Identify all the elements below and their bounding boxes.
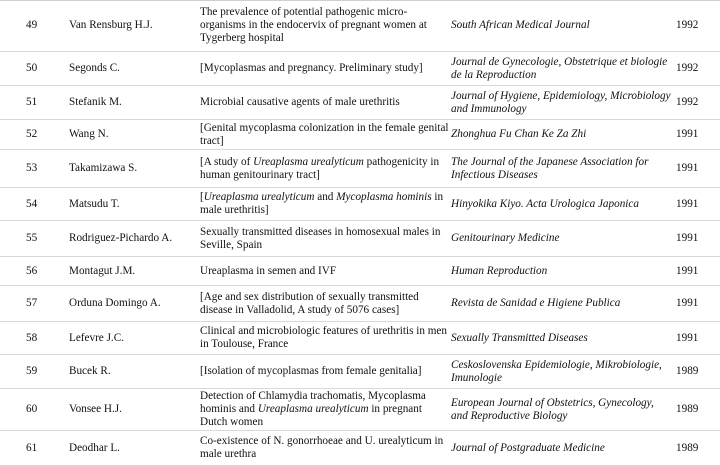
ref-title-part: [Age and sex distribution of sexually transmitted disease in Valladolid, A study of 5076 cases] xyxy=(200,290,419,316)
ref-author-text: Van Rensburg H.J. xyxy=(69,19,153,31)
ref-journal-text: Journal of Hygiene, Epidemiology, Microbiology and Immunology xyxy=(451,89,671,115)
ref-title-text xyxy=(200,226,450,252)
ref-title-text xyxy=(200,156,450,182)
ref-author-text: Wang N. xyxy=(69,128,109,140)
ref-author xyxy=(69,52,199,85)
ref-author xyxy=(69,188,199,220)
ref-number xyxy=(26,389,56,430)
ref-author xyxy=(69,0,199,51)
ref-title xyxy=(200,52,450,85)
ref-title xyxy=(200,0,450,51)
table-row xyxy=(0,389,720,431)
ref-author xyxy=(69,389,199,430)
ref-number xyxy=(26,257,56,285)
ref-journal xyxy=(451,188,673,220)
table-row xyxy=(0,322,720,355)
table-row xyxy=(0,286,720,322)
ref-title-part: Clinical and microbiologic features of urethritis in men in Toulouse, France xyxy=(200,325,447,350)
ref-number-text: 60 xyxy=(26,403,38,415)
ref-year-text: 1992 xyxy=(676,62,699,74)
ref-title-text xyxy=(200,96,400,109)
ref-year-text: 1989 xyxy=(676,403,699,415)
ref-author-text: Matsudu T. xyxy=(69,197,120,210)
ref-number xyxy=(26,431,56,465)
ref-number xyxy=(26,188,56,220)
ref-journal xyxy=(451,0,673,51)
ref-title xyxy=(200,389,450,430)
ref-title-part: The prevalence of potential pathogenic micro-organisms in the endocervix of pregnant women at Tygerberg hospital xyxy=(200,6,427,44)
ref-journal-text: Ceskoslovenska Epidemiologie, Mikrobiologie, Imunologie xyxy=(451,358,662,384)
ref-year xyxy=(676,257,716,285)
ref-author xyxy=(69,120,199,149)
table-row xyxy=(0,150,720,188)
ref-title-part: [Genital mycoplasma colonization in the female genital tract] xyxy=(200,121,449,147)
ref-title-part: [Mycoplasmas and pregnancy. Preliminary study] xyxy=(200,62,423,74)
ref-title-part: [Isolation of mycoplasmas from female genitalia] xyxy=(200,365,422,377)
ref-year-text: 1991 xyxy=(676,297,699,309)
ref-title xyxy=(200,257,450,285)
ref-year-text: 1991 xyxy=(676,128,699,140)
ref-journal xyxy=(451,322,673,354)
table-row xyxy=(0,257,720,286)
ref-journal-text: Sexually Transmitted Diseases xyxy=(451,331,588,344)
ref-year-text: 1992 xyxy=(676,96,699,108)
ref-title-part: Sexually transmitted diseases in homosexual males in Seville, Spain xyxy=(200,225,441,251)
ref-year xyxy=(676,150,716,187)
ref-author xyxy=(69,221,199,256)
ref-journal xyxy=(451,86,673,119)
ref-journal-text: The Journal of the Japanese Association for Infectious Diseases xyxy=(451,155,649,181)
ref-year xyxy=(676,188,716,220)
ref-author xyxy=(69,150,199,187)
ref-title xyxy=(200,86,450,119)
ref-title-text xyxy=(200,265,336,278)
ref-author xyxy=(69,322,199,354)
ref-title xyxy=(200,120,450,149)
ref-number-text: 54 xyxy=(26,197,38,210)
ref-year xyxy=(676,120,716,149)
ref-year-text: 1992 xyxy=(676,19,699,31)
ref-author-text: Takamizawa S. xyxy=(69,162,138,174)
ref-author-text: Orduna Domingo A. xyxy=(69,297,161,309)
ref-year xyxy=(676,86,716,119)
ref-author xyxy=(69,257,199,285)
table-row xyxy=(0,0,720,52)
ref-number xyxy=(26,286,56,321)
ref-number xyxy=(26,355,56,388)
ref-number xyxy=(26,221,56,256)
ref-title-part: [A study of xyxy=(200,155,254,168)
table-row xyxy=(0,188,720,221)
ref-year-text: 1991 xyxy=(676,197,699,210)
ref-title-part: [ xyxy=(200,191,204,203)
ref-journal xyxy=(451,257,673,285)
ref-author-text: Segonds C. xyxy=(69,62,120,74)
ref-year xyxy=(676,286,716,321)
ref-number xyxy=(26,0,56,51)
ref-journal xyxy=(451,286,673,321)
ref-journal xyxy=(451,120,673,149)
table-row xyxy=(0,86,720,120)
ref-title-part: and xyxy=(314,191,337,203)
ref-title-part: Ureaplasma urealyticum xyxy=(257,403,369,415)
ref-year xyxy=(676,52,716,85)
ref-year xyxy=(676,0,716,51)
table-row xyxy=(0,120,720,150)
ref-journal-text: Journal of Postgraduate Medicine xyxy=(451,441,605,454)
ref-title-part: Ureaplasma urealyticum xyxy=(253,155,364,168)
ref-title xyxy=(200,355,450,388)
ref-journal xyxy=(451,431,673,465)
ref-title-part: Microbial causative agents of male urethritis xyxy=(200,96,400,108)
ref-title-text xyxy=(200,191,450,217)
ref-year xyxy=(676,221,716,256)
ref-year-text: 1991 xyxy=(676,162,699,174)
table-row xyxy=(0,221,720,257)
ref-title-part: in male urethritis] xyxy=(200,191,444,216)
ref-year xyxy=(676,389,716,430)
ref-journal-text: Human Reproduction xyxy=(451,264,548,277)
ref-title xyxy=(200,431,450,465)
ref-year-text: 1991 xyxy=(676,232,699,244)
ref-title xyxy=(200,221,450,256)
ref-title-text xyxy=(200,325,450,351)
ref-number-text: 58 xyxy=(26,331,38,344)
ref-author-text: Rodriguez-Pichardo A. xyxy=(69,232,173,244)
ref-title-text xyxy=(200,122,450,148)
ref-year-text: 1991 xyxy=(676,331,699,344)
table-row xyxy=(0,355,720,389)
table-row xyxy=(0,52,720,86)
ref-number xyxy=(26,120,56,149)
ref-journal-text: Journal de Gynecologie, Obstetrique et biologie de la Reproduction xyxy=(451,55,668,81)
ref-number-text: 56 xyxy=(26,264,38,277)
ref-number-text: 50 xyxy=(26,62,38,74)
ref-author-text: Montagut J.M. xyxy=(69,264,136,277)
ref-title-text xyxy=(200,291,450,317)
ref-title-part: pathogenicity in human genitourinary tract] xyxy=(200,155,440,181)
ref-journal xyxy=(451,52,673,85)
ref-title-text xyxy=(200,62,423,75)
ref-year xyxy=(676,322,716,354)
ref-title-part: Mycoplasma hominis xyxy=(336,191,432,203)
ref-title-part: Co-existence of N. gonorrhoeae and U. urealyticum in male urethra xyxy=(200,435,444,460)
ref-number xyxy=(26,52,56,85)
ref-title-part: in pregnant Dutch women xyxy=(200,403,422,428)
ref-title xyxy=(200,286,450,321)
ref-year-text: 1991 xyxy=(676,264,699,277)
table-row xyxy=(0,431,720,466)
ref-journal-text: South African Medical Journal xyxy=(451,19,590,31)
ref-number-text: 53 xyxy=(26,162,38,174)
ref-number-text: 59 xyxy=(26,365,38,377)
ref-author-text: Stefanik M. xyxy=(69,96,122,108)
ref-year-text: 1989 xyxy=(676,441,699,454)
ref-year-text: 1989 xyxy=(676,365,699,377)
ref-author xyxy=(69,431,199,465)
ref-title-part: Ureaplasma urealyticum xyxy=(203,191,315,203)
ref-year xyxy=(676,431,716,465)
ref-journal xyxy=(451,150,673,187)
ref-journal xyxy=(451,221,673,256)
ref-author-text: Lefevre J.C. xyxy=(69,331,124,344)
ref-title-text xyxy=(200,6,450,45)
ref-journal-text: Genitourinary Medicine xyxy=(451,232,560,244)
ref-title-text xyxy=(200,435,450,461)
ref-author-text: Deodhar L. xyxy=(69,441,120,454)
ref-journal-text: Hinyokika Kiyo. Acta Urologica Japonica xyxy=(451,197,639,210)
ref-title-text xyxy=(200,390,450,429)
ref-author xyxy=(69,286,199,321)
ref-number-text: 49 xyxy=(26,19,38,31)
ref-author xyxy=(69,86,199,119)
ref-author-text: Vonsee H.J. xyxy=(69,403,122,415)
ref-title-text xyxy=(200,365,422,378)
ref-number-text: 57 xyxy=(26,297,38,309)
ref-number-text: 51 xyxy=(26,96,38,108)
ref-journal-text: Zhonghua Fu Chan Ke Za Zhi xyxy=(451,128,587,140)
ref-number-text: 61 xyxy=(26,441,38,454)
ref-title-part: Detection of Chlamydia trachomatis, Mycoplasma hominis and xyxy=(200,390,426,415)
ref-number xyxy=(26,150,56,187)
ref-journal xyxy=(451,355,673,388)
ref-title xyxy=(200,322,450,354)
ref-author-text: Bucek R. xyxy=(69,365,111,377)
ref-author xyxy=(69,355,199,388)
ref-title xyxy=(200,150,450,187)
ref-number-text: 52 xyxy=(26,128,38,140)
ref-title-part: Ureaplasma in semen and IVF xyxy=(200,264,337,277)
ref-year xyxy=(676,355,716,388)
ref-number xyxy=(26,322,56,354)
ref-number-text: 55 xyxy=(26,232,38,244)
ref-journal-text: European Journal of Obstetrics, Gynecology, and Reproductive Biology xyxy=(451,396,654,422)
ref-title xyxy=(200,188,450,220)
ref-number xyxy=(26,86,56,119)
ref-journal-text: Revista de Sanidad e Higiene Publica xyxy=(451,297,621,309)
ref-journal xyxy=(451,389,673,430)
